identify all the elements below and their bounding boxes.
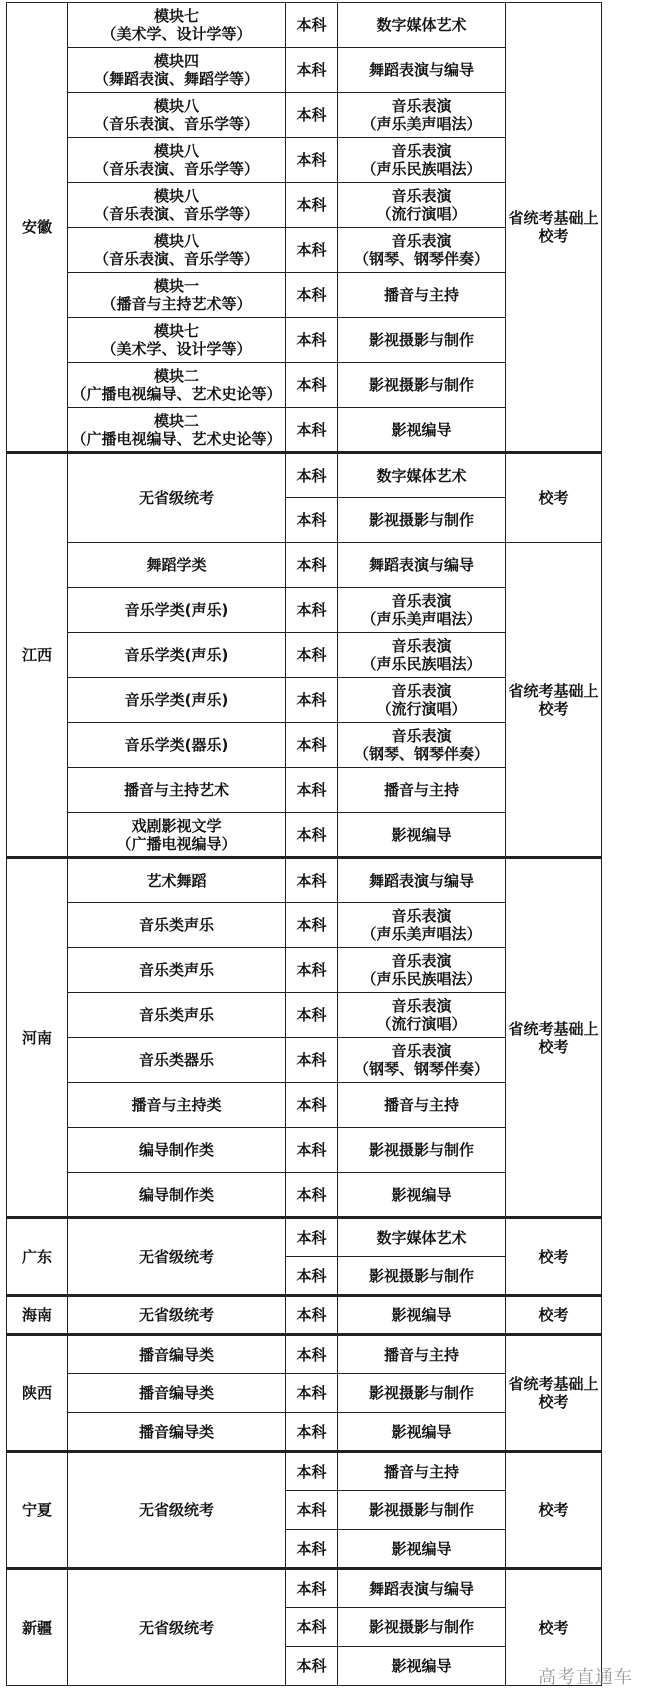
degree-level-cell: 本科 bbox=[286, 1374, 338, 1413]
province-cell: 海南 bbox=[7, 1296, 68, 1335]
province-cell: 江西 bbox=[7, 453, 68, 858]
exam-type-cell: 省统考基础上 校考 bbox=[506, 1335, 602, 1452]
exam-module-cell: 音乐学类(声乐) bbox=[68, 633, 286, 678]
exam-module-cell: 无省级统考 bbox=[68, 453, 286, 543]
exam-module-cell: 音乐类器乐 bbox=[68, 1038, 286, 1083]
exam-module-cell: 模块八 （音乐表演、音乐学等） bbox=[68, 138, 286, 183]
exam-module-cell: 艺术舞蹈 bbox=[68, 858, 286, 903]
degree-level-cell: 本科 bbox=[286, 1128, 338, 1173]
major-cell: 影视摄影与制作 bbox=[338, 1128, 506, 1173]
degree-level-cell: 本科 bbox=[286, 1491, 338, 1530]
degree-level-cell: 本科 bbox=[286, 1218, 338, 1257]
exam-module-cell: 无省级统考 bbox=[68, 1218, 286, 1296]
degree-level-cell: 本科 bbox=[286, 1452, 338, 1491]
degree-level-cell: 本科 bbox=[286, 1569, 338, 1608]
exam-module-cell: 舞蹈学类 bbox=[68, 543, 286, 588]
major-cell: 音乐表演 （声乐美声唱法） bbox=[338, 588, 506, 633]
exam-type-cell: 校考 bbox=[506, 1569, 602, 1686]
major-cell: 音乐表演 （声乐民族唱法） bbox=[338, 633, 506, 678]
major-cell: 舞蹈表演与编导 bbox=[338, 858, 506, 903]
exam-module-cell: 音乐学类(声乐) bbox=[68, 678, 286, 723]
exam-module-cell: 编导制作类 bbox=[68, 1173, 286, 1218]
exam-module-cell: 无省级统考 bbox=[68, 1569, 286, 1686]
major-cell: 播音与主持 bbox=[338, 1083, 506, 1128]
degree-level-cell: 本科 bbox=[286, 1083, 338, 1128]
exam-module-cell: 音乐学类(器乐) bbox=[68, 723, 286, 768]
degree-level-cell: 本科 bbox=[286, 453, 338, 498]
major-cell: 影视摄影与制作 bbox=[338, 1608, 506, 1647]
exam-module-cell: 播音与主持艺术 bbox=[68, 768, 286, 813]
exam-module-cell: 播音编导类 bbox=[68, 1374, 286, 1413]
major-cell: 影视编导 bbox=[338, 1530, 506, 1569]
exam-module-cell: 编导制作类 bbox=[68, 1128, 286, 1173]
major-cell: 影视编导 bbox=[338, 1296, 506, 1335]
major-cell: 播音与主持 bbox=[338, 1335, 506, 1374]
degree-level-cell: 本科 bbox=[286, 1335, 338, 1374]
exam-module-cell: 音乐类声乐 bbox=[68, 903, 286, 948]
degree-level-cell: 本科 bbox=[286, 1530, 338, 1569]
major-cell: 音乐表演 （流行演唱） bbox=[338, 993, 506, 1038]
exam-module-cell: 模块八 （音乐表演、音乐学等） bbox=[68, 183, 286, 228]
degree-level-cell: 本科 bbox=[286, 633, 338, 678]
exam-type-cell: 校考 bbox=[506, 1452, 602, 1569]
major-cell: 音乐表演 （钢琴、钢琴伴奏） bbox=[338, 228, 506, 273]
exam-type-cell: 校考 bbox=[506, 1296, 602, 1335]
degree-level-cell: 本科 bbox=[286, 183, 338, 228]
degree-level-cell: 本科 bbox=[286, 138, 338, 183]
exam-module-cell: 音乐学类(声乐) bbox=[68, 588, 286, 633]
major-cell: 影视编导 bbox=[338, 1413, 506, 1452]
major-cell: 影视摄影与制作 bbox=[338, 1374, 506, 1413]
major-cell: 音乐表演 （流行演唱） bbox=[338, 183, 506, 228]
exam-module-cell: 戏剧影视文学 （广播电视编导） bbox=[68, 813, 286, 858]
degree-level-cell: 本科 bbox=[286, 723, 338, 768]
province-cell: 宁夏 bbox=[7, 1452, 68, 1569]
exam-module-cell: 音乐类声乐 bbox=[68, 993, 286, 1038]
exam-module-cell: 无省级统考 bbox=[68, 1296, 286, 1335]
degree-level-cell: 本科 bbox=[286, 993, 338, 1038]
degree-level-cell: 本科 bbox=[286, 273, 338, 318]
degree-level-cell: 本科 bbox=[286, 1296, 338, 1335]
admission-table bbox=[6, 2, 602, 1686]
major-cell: 影视摄影与制作 bbox=[338, 318, 506, 363]
degree-level-cell: 本科 bbox=[286, 93, 338, 138]
degree-level-cell: 本科 bbox=[286, 948, 338, 993]
degree-level-cell: 本科 bbox=[286, 1608, 338, 1647]
degree-level-cell: 本科 bbox=[286, 1257, 338, 1296]
degree-level-cell: 本科 bbox=[286, 1173, 338, 1218]
major-cell: 舞蹈表演与编导 bbox=[338, 543, 506, 588]
major-cell: 音乐表演 （声乐美声唱法） bbox=[338, 903, 506, 948]
degree-level-cell: 本科 bbox=[286, 363, 338, 408]
exam-type-cell: 省统考基础上 校考 bbox=[506, 3, 602, 453]
exam-type-cell: 校考 bbox=[506, 453, 602, 543]
degree-level-cell: 本科 bbox=[286, 3, 338, 48]
major-cell: 影视编导 bbox=[338, 408, 506, 453]
major-cell: 舞蹈表演与编导 bbox=[338, 48, 506, 93]
degree-level-cell: 本科 bbox=[286, 228, 338, 273]
province-cell: 广东 bbox=[7, 1218, 68, 1296]
major-cell: 音乐表演 （声乐民族唱法） bbox=[338, 138, 506, 183]
degree-level-cell: 本科 bbox=[286, 318, 338, 363]
degree-level-cell: 本科 bbox=[286, 813, 338, 858]
exam-module-cell: 模块七 （美术学、设计学等） bbox=[68, 3, 286, 48]
exam-type-cell: 省统考基础上 校考 bbox=[506, 543, 602, 858]
major-cell: 影视编导 bbox=[338, 1173, 506, 1218]
exam-module-cell: 模块二 （广播电视编导、艺术史论等） bbox=[68, 363, 286, 408]
degree-level-cell: 本科 bbox=[286, 858, 338, 903]
exam-module-cell: 模块八 （音乐表演、音乐学等） bbox=[68, 228, 286, 273]
province-cell: 新疆 bbox=[7, 1569, 68, 1686]
exam-module-cell: 音乐类声乐 bbox=[68, 948, 286, 993]
exam-module-cell: 播音编导类 bbox=[68, 1413, 286, 1452]
major-cell: 音乐表演 （钢琴、钢琴伴奏） bbox=[338, 1038, 506, 1083]
exam-type-cell: 校考 bbox=[506, 1218, 602, 1296]
major-cell: 影视摄影与制作 bbox=[338, 363, 506, 408]
exam-module-cell: 播音与主持类 bbox=[68, 1083, 286, 1128]
major-cell: 音乐表演 （钢琴、钢琴伴奏） bbox=[338, 723, 506, 768]
major-cell: 数字媒体艺术 bbox=[338, 1218, 506, 1257]
province-cell: 河南 bbox=[7, 858, 68, 1218]
degree-level-cell: 本科 bbox=[286, 498, 338, 543]
watermark-text: 高考直通车 bbox=[538, 1667, 633, 1688]
major-cell: 音乐表演 （声乐美声唱法） bbox=[338, 93, 506, 138]
exam-module-cell: 模块四 （舞蹈表演、舞蹈学等） bbox=[68, 48, 286, 93]
exam-module-cell: 模块八 （音乐表演、音乐学等） bbox=[68, 93, 286, 138]
degree-level-cell: 本科 bbox=[286, 678, 338, 723]
major-cell: 舞蹈表演与编导 bbox=[338, 1569, 506, 1608]
major-cell: 数字媒体艺术 bbox=[338, 453, 506, 498]
degree-level-cell: 本科 bbox=[286, 588, 338, 633]
major-cell: 影视摄影与制作 bbox=[338, 1491, 506, 1530]
degree-level-cell: 本科 bbox=[286, 768, 338, 813]
major-cell: 影视摄影与制作 bbox=[338, 498, 506, 543]
degree-level-cell: 本科 bbox=[286, 1413, 338, 1452]
major-cell: 音乐表演 （声乐民族唱法） bbox=[338, 948, 506, 993]
major-cell: 数字媒体艺术 bbox=[338, 3, 506, 48]
degree-level-cell: 本科 bbox=[286, 48, 338, 93]
exam-module-cell: 无省级统考 bbox=[68, 1452, 286, 1569]
major-cell: 音乐表演 （流行演唱） bbox=[338, 678, 506, 723]
exam-type-cell: 省统考基础上 校考 bbox=[506, 858, 602, 1218]
major-cell: 播音与主持 bbox=[338, 273, 506, 318]
major-cell: 播音与主持 bbox=[338, 1452, 506, 1491]
major-cell: 影视编导 bbox=[338, 1647, 506, 1686]
province-cell: 安徽 bbox=[7, 3, 68, 453]
exam-module-cell: 播音编导类 bbox=[68, 1335, 286, 1374]
degree-level-cell: 本科 bbox=[286, 903, 338, 948]
province-cell: 陕西 bbox=[7, 1335, 68, 1452]
degree-level-cell: 本科 bbox=[286, 543, 338, 588]
exam-module-cell: 模块一 （播音与主持艺术等） bbox=[68, 273, 286, 318]
major-cell: 影视摄影与制作 bbox=[338, 1257, 506, 1296]
degree-level-cell: 本科 bbox=[286, 1038, 338, 1083]
exam-module-cell: 模块七 （美术学、设计学等） bbox=[68, 318, 286, 363]
major-cell: 影视编导 bbox=[338, 813, 506, 858]
degree-level-cell: 本科 bbox=[286, 1647, 338, 1686]
degree-level-cell: 本科 bbox=[286, 408, 338, 453]
exam-module-cell: 模块二 （广播电视编导、艺术史论等） bbox=[68, 408, 286, 453]
major-cell: 播音与主持 bbox=[338, 768, 506, 813]
